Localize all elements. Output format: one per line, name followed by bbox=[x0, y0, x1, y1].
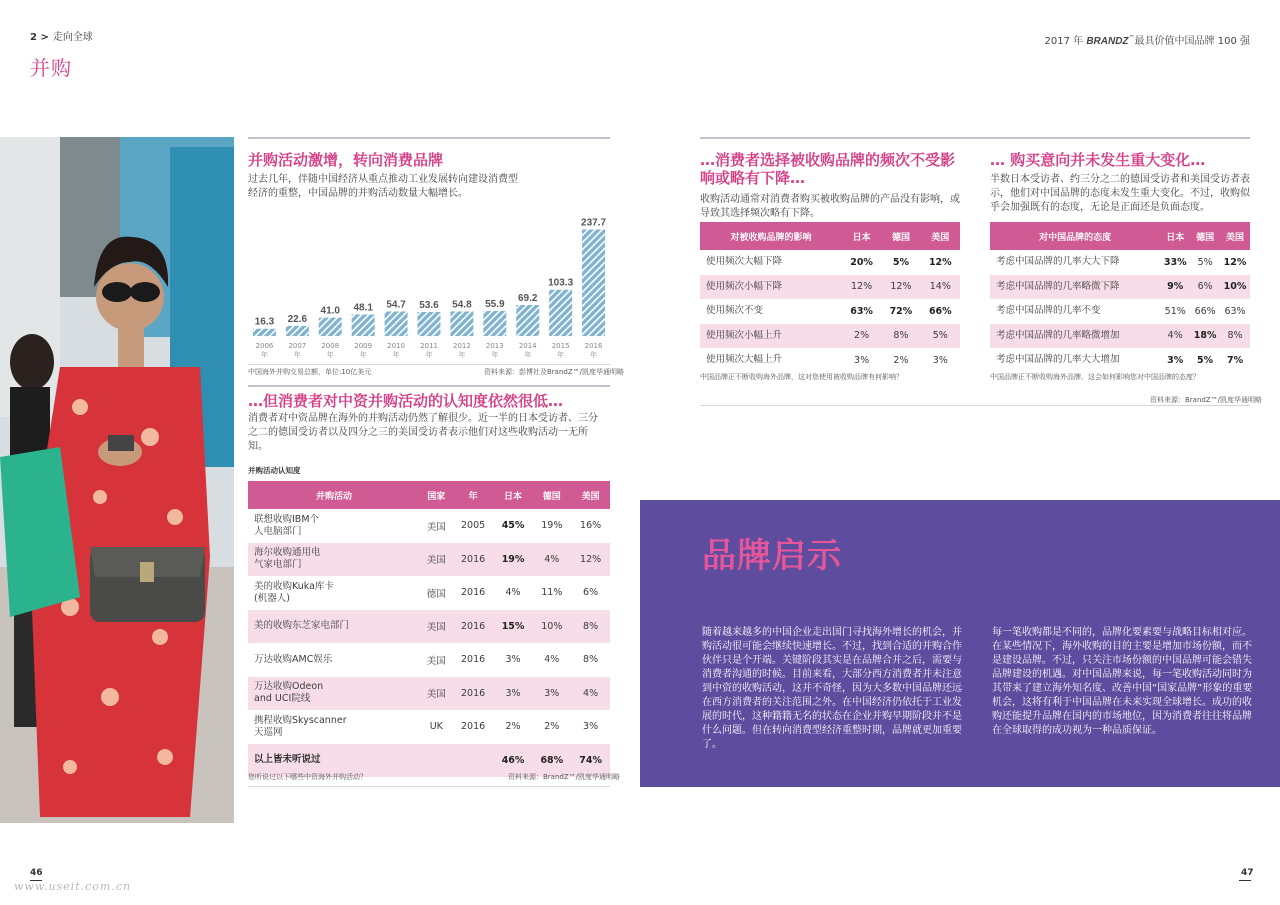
table-cell: 8% bbox=[583, 654, 599, 666]
table-row bbox=[990, 348, 1250, 373]
table-cell: 3% bbox=[532, 677, 571, 711]
table-cell: 4% bbox=[544, 654, 560, 666]
bar-value-label-9: 103.3 bbox=[548, 277, 574, 289]
col1b-body: 消费者对中资品牌在海外的并购活动仍然了解很少。近一半的日本受访者、三分之二的德国受访者以及四分之三的美国受访者表示他们对这些收购活动一无所知。 bbox=[248, 413, 598, 452]
photo-illustration bbox=[0, 137, 234, 823]
table-row bbox=[248, 543, 610, 577]
chart-caption: 中国海外并购交易总额，单位:10亿美元 bbox=[248, 368, 372, 376]
year-tick-6-1: 年 bbox=[458, 351, 466, 359]
attitude-source: 资料来源：BrandZ™/凯度华通明略 bbox=[1150, 396, 1263, 404]
col-header-4: 德国 bbox=[532, 481, 571, 509]
table-cell: 使用频次小幅下降 bbox=[700, 275, 842, 300]
table-cell: 使用频次不变 bbox=[706, 305, 764, 317]
total-cell bbox=[420, 744, 452, 778]
col1-heading: 并购活动激增，转向消费品牌 bbox=[248, 151, 444, 169]
table-cell: 2% bbox=[893, 354, 909, 366]
table-cell: 45% bbox=[501, 520, 525, 532]
col-header-0: 并购活动 bbox=[248, 481, 420, 509]
col-header-3: 美国 bbox=[921, 222, 960, 250]
year-tick-2-1: 年 bbox=[326, 351, 334, 359]
table-row bbox=[700, 250, 960, 275]
bar-value-label-10: 237.7 bbox=[581, 217, 607, 229]
bar-7 bbox=[483, 311, 506, 336]
year-tick-8-1: 年 bbox=[524, 351, 532, 359]
table-cell: 2005 bbox=[460, 520, 486, 532]
table-cell: 美国 bbox=[420, 610, 452, 644]
col-header-0: 对被收购品牌的影响 bbox=[700, 222, 842, 250]
table-cell: 10% bbox=[532, 610, 571, 644]
year-tick-5-1: 年 bbox=[425, 351, 433, 359]
year-tick-5-0: 2011 bbox=[420, 342, 438, 350]
bar-3 bbox=[352, 314, 375, 336]
year-tick-0-0: 2006 bbox=[255, 342, 274, 350]
bar-value-label-4: 54.7 bbox=[386, 299, 406, 311]
bar-6 bbox=[450, 311, 473, 336]
bar-9 bbox=[549, 290, 572, 336]
table-cell: 20% bbox=[850, 256, 873, 268]
awareness-table bbox=[248, 481, 610, 777]
table-cell: 美国 bbox=[426, 521, 446, 533]
page-number-right-rule bbox=[1239, 880, 1251, 881]
total-cell: 74% bbox=[571, 744, 610, 778]
table-row bbox=[700, 299, 960, 324]
table-cell: 5% bbox=[1197, 354, 1214, 366]
table-row bbox=[248, 610, 610, 644]
col-header-5: 美国 bbox=[571, 481, 610, 509]
table-cell: 6% bbox=[583, 587, 599, 599]
year-tick-10-1: 年 bbox=[590, 351, 598, 359]
bar-1 bbox=[286, 326, 309, 336]
table-row bbox=[248, 509, 610, 543]
page-number-right: 47 bbox=[1241, 868, 1254, 878]
table-cell: 12% bbox=[881, 275, 920, 300]
bar-value-label-7: 55.9 bbox=[485, 298, 505, 310]
col-header-2: 德国 bbox=[881, 222, 920, 250]
table-cell: 11% bbox=[541, 587, 563, 599]
table-cell: 考虑中国品牌的几率大大增加 bbox=[996, 354, 1120, 366]
table-cell: 美的收购东芝家电部门 bbox=[248, 610, 420, 644]
table-cell: 考虑中国品牌的几率略微增加 bbox=[990, 324, 1160, 349]
table-cell: 2016 bbox=[452, 543, 493, 577]
table-cell: 4% bbox=[571, 677, 610, 711]
table-cell: 12% bbox=[928, 256, 952, 268]
table-cell: 美国 bbox=[420, 677, 452, 711]
bar-value-label-0: 16.3 bbox=[254, 316, 275, 328]
chart-source: 资料来源：彭博社及BrandZ™/凯度华通明略 bbox=[484, 368, 625, 376]
attitude-caption: 中国品牌正不断收购海外品牌，这会如何影响您对中国品牌的态度？ bbox=[990, 373, 1200, 381]
table-cell: 3% bbox=[1167, 354, 1184, 366]
bar-2 bbox=[319, 318, 342, 336]
year-tick-6-0: 2012 bbox=[452, 342, 471, 350]
running-head bbox=[1045, 32, 1251, 47]
year-tick-4-0: 2010 bbox=[387, 342, 406, 350]
table-cell: 9% bbox=[1160, 275, 1190, 300]
ma-value-bar-chart bbox=[248, 208, 610, 364]
table-cell: 携程收购Skyscanner 天巡网 bbox=[254, 714, 347, 738]
table-cell: 考虑中国品牌的几率略微下降 bbox=[990, 275, 1160, 300]
bar-value-label-6: 54.8 bbox=[452, 299, 472, 311]
page-title: 并购 bbox=[30, 56, 72, 80]
table-cell: 考虑中国品牌的几率大大下降 bbox=[996, 256, 1120, 268]
bar-value-label-5: 53.6 bbox=[419, 299, 439, 311]
table-cell: 8% bbox=[881, 324, 920, 349]
section-name: 走向全球 bbox=[52, 32, 93, 43]
col3-body: 半数日本受访者、约三分之二的德国受访者和美国受访者表示，他们对中国品牌的态度未发生重大变化。不过，收购似乎会加强既有的态度，无论是正面还是负面态度。 bbox=[990, 174, 1250, 213]
table-cell: 德国 bbox=[426, 588, 446, 600]
insight-title: 品牌启示 bbox=[702, 536, 842, 576]
table-row bbox=[248, 576, 610, 610]
table-row bbox=[990, 299, 1250, 324]
col3-heading: … 购买意向并未发生重大变化… bbox=[990, 151, 1206, 169]
table-cell: 2016 bbox=[460, 654, 486, 666]
bar-8 bbox=[516, 305, 539, 336]
table-cell: 12% bbox=[1223, 256, 1247, 268]
table-cell: 使用频次小幅上升 bbox=[700, 324, 842, 349]
table-row bbox=[248, 710, 610, 744]
col-header-1: 日本 bbox=[1160, 222, 1190, 250]
year-tick-10-0: 2016 bbox=[584, 342, 603, 350]
year-tick-2-0: 2008 bbox=[321, 342, 340, 350]
table-cell: 3% bbox=[583, 721, 599, 733]
table-row bbox=[700, 348, 960, 373]
bar-value-label-2: 41.0 bbox=[320, 305, 341, 317]
table-row bbox=[990, 275, 1250, 300]
table-cell: 3% bbox=[505, 654, 521, 666]
brand-insight-panel bbox=[640, 500, 1280, 787]
tm-mark: ™ bbox=[1128, 34, 1135, 42]
table-cell: 14% bbox=[921, 275, 960, 300]
year-tick-1-0: 2007 bbox=[288, 342, 307, 350]
year-tick-4-1: 年 bbox=[392, 351, 400, 359]
bar-value-label-8: 69.2 bbox=[517, 292, 538, 304]
bar-value-label-1: 22.6 bbox=[287, 313, 308, 325]
col1b-heading: …但消费者对中资并购活动的认知度依然很低… bbox=[248, 392, 564, 410]
table-cell: 美国 bbox=[426, 655, 446, 667]
usage-caption: 中国品牌正不断收购海外品牌，这对您使用被收购品牌有何影响？ bbox=[700, 373, 903, 381]
bar-value-label-3: 48.1 bbox=[353, 302, 373, 314]
table-cell: 18% bbox=[1190, 324, 1220, 349]
page-number-left: 46 bbox=[30, 868, 43, 878]
col-header-2: 年 bbox=[452, 481, 493, 509]
bar-4 bbox=[385, 311, 408, 336]
table-cell: 万达收购AMC娱乐 bbox=[254, 653, 333, 665]
table-cell: 33% bbox=[1163, 256, 1187, 268]
table-cell: 66% bbox=[1194, 305, 1216, 317]
table-cell: 2% bbox=[544, 721, 560, 733]
col-header-1: 国家 bbox=[420, 481, 452, 509]
table-cell: 美国 bbox=[420, 543, 452, 577]
col-header-3: 美国 bbox=[1220, 222, 1250, 250]
table-cell: 5% bbox=[892, 256, 910, 268]
awareness-caption: 您听说过以下哪些中资海外并购活动？ bbox=[248, 773, 367, 781]
table-cell: 联想收购IBM个 人电脑部门 bbox=[254, 513, 320, 537]
table-row bbox=[248, 643, 610, 677]
table-cell: 万达收购Odeon and UCI院线 bbox=[248, 677, 420, 711]
insight-left-text: 随着越来越多的中国企业走出国门寻找海外增长的机会，并购活动很可能会继续快速增长。不过，找到合适的并购合作伙伴只是个开端。关键阶段其实是在品牌合并之后，需要与消费者沟通的时候。目前来看，大部分西方消费者并未注意到中资的收购活动，这并不奇怪，因为大多数中国品牌还远在西方消费者的关注范围之外。在中国经济仍依托于工业发展的时代，这种籍籍无名的状态在企业并购早期阶段并不是什么问题。但在转向消费型经济重整时期，品牌就更加重要了。 bbox=[702, 627, 962, 750]
col2-body: 收购活动通常对消费者购买被收购品牌的产品没有影响，或导致其选择频次略有下降。 bbox=[700, 194, 960, 219]
table-cell: 2016 bbox=[452, 677, 493, 711]
table-row bbox=[248, 677, 610, 711]
table-cell: 使用频次大幅上升 bbox=[706, 354, 783, 366]
table-cell: 2% bbox=[842, 324, 881, 349]
bar-10 bbox=[582, 230, 605, 336]
section-number: 2 > bbox=[30, 32, 49, 43]
table-cell: 2% bbox=[505, 721, 521, 733]
awareness-bottom-rule bbox=[248, 786, 610, 787]
year-tick-3-1: 年 bbox=[359, 351, 367, 359]
year-tick-3-0: 2009 bbox=[354, 342, 373, 350]
table-cell: 10% bbox=[1220, 275, 1250, 300]
year-tick-8-0: 2014 bbox=[518, 342, 537, 350]
running-head-pre: 2017 年 bbox=[1044, 36, 1084, 47]
year-tick-9-0: 2015 bbox=[551, 342, 570, 350]
chart-caption-rule bbox=[248, 364, 610, 365]
table-row bbox=[700, 275, 960, 300]
bar-5 bbox=[418, 312, 441, 336]
awareness-table-title: 并购活动认知度 bbox=[248, 466, 301, 475]
year-tick-9-1: 年 bbox=[557, 351, 565, 359]
table-cell: 8% bbox=[571, 610, 610, 644]
table-cell: 4% bbox=[532, 543, 571, 577]
woman-shopping-photo bbox=[0, 137, 234, 823]
table-cell: 6% bbox=[1190, 275, 1220, 300]
col-header-2: 德国 bbox=[1190, 222, 1220, 250]
running-head-post: 最具价值中国品牌 100 强 bbox=[1134, 36, 1250, 47]
table-cell: 3% bbox=[494, 677, 533, 711]
table-cell: 72% bbox=[889, 305, 913, 317]
table-cell: 海尔收购通用电 气家电部门 bbox=[248, 543, 420, 577]
table-row bbox=[700, 324, 960, 349]
table-cell: 63% bbox=[850, 305, 873, 317]
table-cell: 16% bbox=[580, 520, 602, 532]
total-cell: 46% bbox=[494, 744, 533, 778]
year-tick-7-0: 2013 bbox=[485, 342, 504, 350]
usage-table bbox=[700, 222, 960, 373]
total-cell: 68% bbox=[532, 744, 571, 778]
table-cell: 15% bbox=[494, 610, 533, 644]
table-cell: 5% bbox=[921, 324, 960, 349]
table-cell: 美的收购Kuka库卡 (机器人) bbox=[254, 580, 334, 604]
table-cell: 12% bbox=[571, 543, 610, 577]
section-label bbox=[30, 28, 93, 43]
col-header-1: 日本 bbox=[842, 222, 881, 250]
table-cell: UK bbox=[429, 721, 443, 733]
year-tick-0-1: 年 bbox=[260, 351, 268, 359]
table-cell: 63% bbox=[1224, 305, 1246, 317]
table-cell: 19% bbox=[494, 543, 533, 577]
table-cell: 4% bbox=[1160, 324, 1190, 349]
col1-body: 过去几年，伴随中国经济从重点推动工业发展转向建设消费型经济的重整，中国品牌的并购活动数量大幅增长。 bbox=[248, 174, 518, 199]
table-cell: 2016 bbox=[460, 587, 486, 599]
col1b-top-rule bbox=[248, 385, 610, 387]
right-top-rule bbox=[700, 137, 1250, 139]
table-cell: 51% bbox=[1164, 305, 1186, 317]
table-cell: 7% bbox=[1226, 354, 1244, 366]
table-cell: 8% bbox=[1220, 324, 1250, 349]
table-cell: 5% bbox=[1197, 256, 1213, 268]
table-cell: 12% bbox=[842, 275, 881, 300]
right-bottom-rule bbox=[700, 405, 1250, 406]
bar-0 bbox=[253, 329, 276, 336]
table-cell: 3% bbox=[932, 354, 948, 366]
brandz-logo: BRANDZ bbox=[1086, 36, 1129, 47]
attitude-table bbox=[990, 222, 1250, 373]
table-cell: 3% bbox=[854, 354, 870, 366]
col2-heading: …消费者选择被收购品牌的频次不受影响或略有下降… bbox=[700, 151, 956, 187]
col-header-0: 对中国品牌的态度 bbox=[990, 222, 1160, 250]
table-cell: 19% bbox=[541, 520, 563, 532]
table-cell: 考虑中国品牌的几率不变 bbox=[996, 305, 1101, 317]
col1-top-rule bbox=[248, 137, 610, 139]
table-row bbox=[990, 250, 1250, 275]
watermark: www.useit.com.cn bbox=[14, 880, 132, 893]
table-cell: 4% bbox=[505, 587, 521, 599]
awareness-source: 资料来源：BrandZ™/凯度华通明略 bbox=[508, 773, 621, 781]
col-header-3: 日本 bbox=[494, 481, 533, 509]
table-cell: 使用频次大幅下降 bbox=[706, 256, 783, 268]
insight-right-text: 每一笔收购都是不同的，品牌化要素要与战略目标相对应。在某些情况下，海外收购的目的主要是增加市场份额，而不是建设品牌。不过，只关注市场份额的中国品牌可能会错失品牌建设的机遇。对中国品牌来说，每一笔收购活动同时为其带来了建立海外知名度、改善中国“国家品牌”形象的重要机会，这将有利于中国品牌在未来实现全球增长。成功的收购还能提升品牌在国内的市场地位，因为消费者往往将品牌在全球取得的成功视为一种品质保证。 bbox=[992, 627, 1253, 736]
total-cell: 以上皆未听说过 bbox=[248, 744, 420, 778]
total-cell bbox=[452, 744, 493, 778]
year-tick-1-1: 年 bbox=[293, 351, 301, 359]
table-row bbox=[990, 324, 1250, 349]
table-cell: 66% bbox=[928, 305, 952, 317]
year-tick-7-1: 年 bbox=[491, 351, 499, 359]
table-cell: 2016 bbox=[460, 721, 486, 733]
table-cell: 2016 bbox=[452, 610, 493, 644]
